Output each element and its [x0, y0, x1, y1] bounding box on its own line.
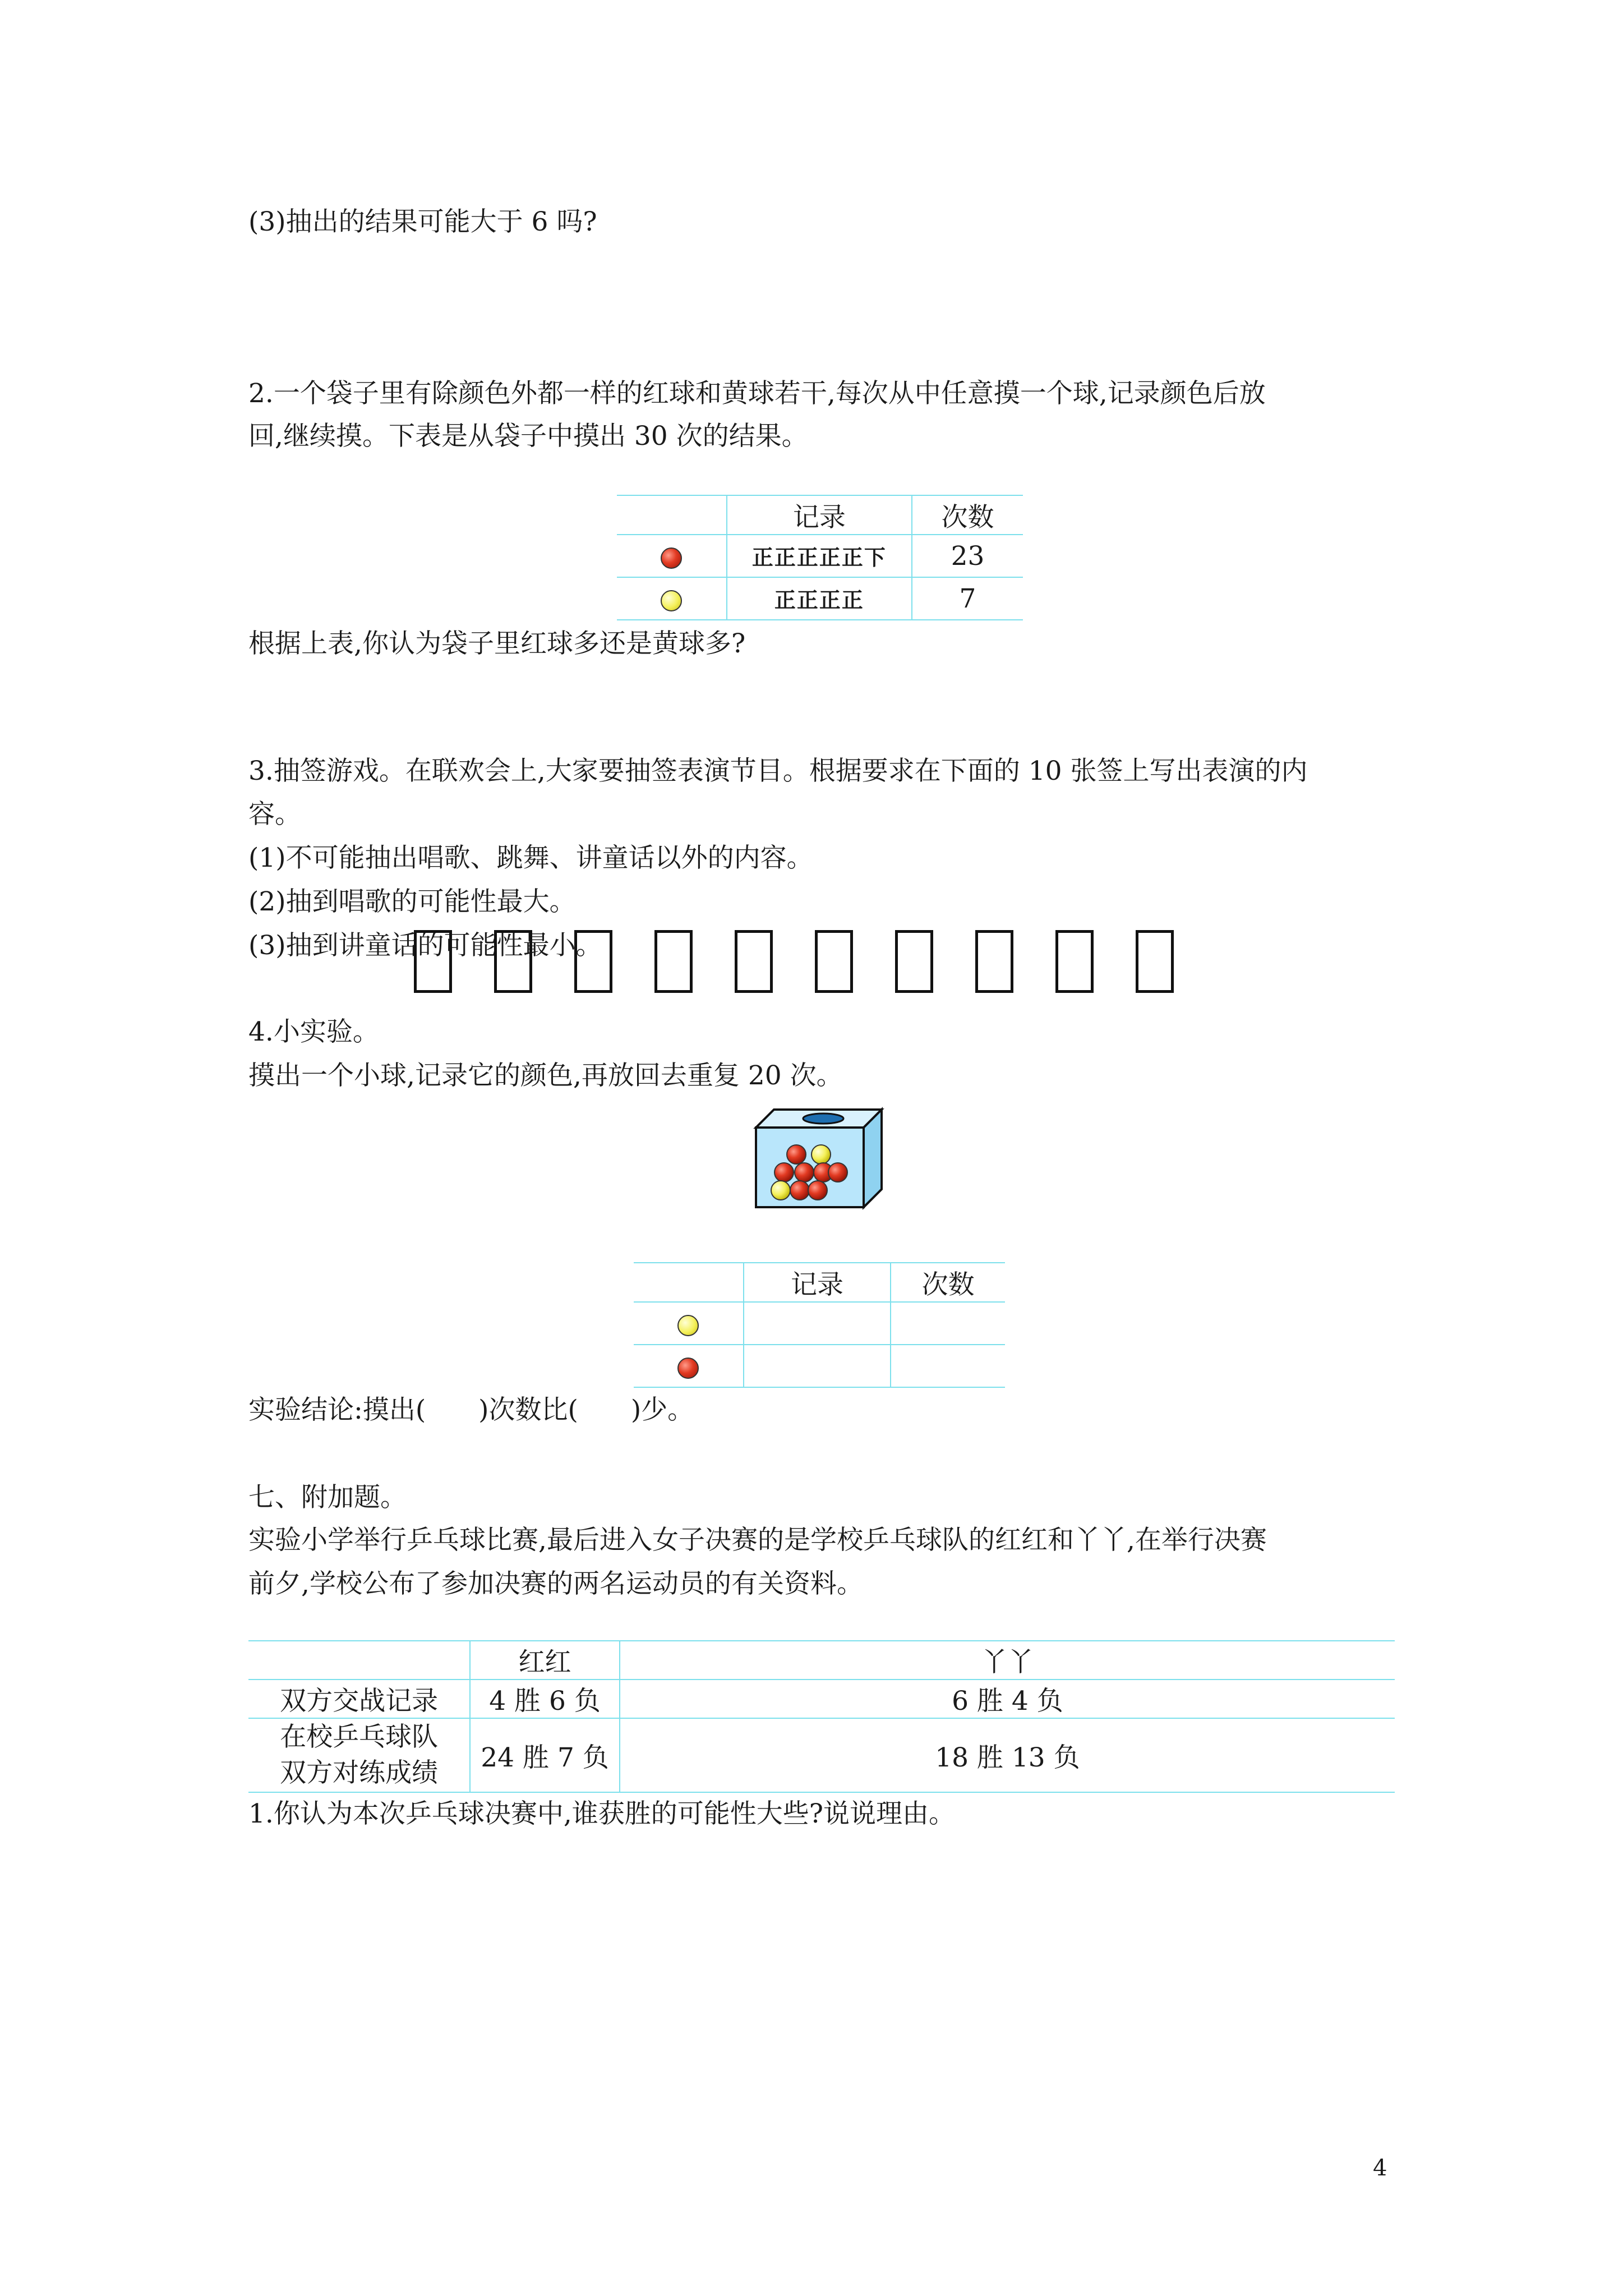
header-blank	[634, 1263, 744, 1302]
tally-cell: 正正正正正下	[727, 535, 912, 577]
yellow-ball-cell	[634, 1302, 744, 1345]
experiment-conclusion: 实验结论:摸出( )次数比( )少。	[248, 1395, 694, 1425]
yellow-ball-cell	[617, 577, 727, 620]
question-3-text-line2: 容。	[248, 799, 301, 830]
section-7-question-1: 1.你认为本次乒乓球决赛中,谁获胜的可能性大些?说说理由。	[248, 1798, 955, 1829]
table-tennis-records-table	[248, 1640, 1395, 1793]
row-label-line2: 双方对练成绩	[280, 1757, 439, 1788]
count-cell: 23	[912, 535, 1023, 577]
tally-cell: 正正正正	[727, 577, 912, 620]
box-slot	[803, 1114, 843, 1124]
count-input-cell[interactable]	[891, 1345, 1005, 1387]
count-input-cell[interactable]	[891, 1302, 1005, 1345]
red-ball-icon	[677, 1358, 699, 1379]
lottery-slip[interactable]	[815, 930, 853, 993]
record-input-cell[interactable]	[744, 1345, 891, 1387]
lottery-slip[interactable]	[735, 930, 773, 993]
header-blank	[248, 1641, 470, 1680]
question-3-text-line1: 3.抽签游戏。在联欢会上,大家要抽签表演节目。根据要求在下面的 10 张签上写出表演的内	[248, 756, 1308, 786]
question-4-description: 摸出一个小球,记录它的颜色,再放回去重复 20 次。	[248, 1060, 843, 1091]
red-ball-cell	[634, 1345, 744, 1387]
lottery-slip[interactable]	[975, 930, 1013, 993]
header-ya-ya: 丫丫	[620, 1641, 1395, 1680]
question-2-prompt: 根据上表,你认为袋子里红球多还是黄球多?	[248, 628, 746, 659]
red-ball-icon	[828, 1163, 847, 1182]
lottery-slip[interactable]	[895, 930, 933, 993]
question-3-requirement-3: (3)抽到讲童话的可能性最小。	[248, 930, 602, 961]
ball-box-illustration	[751, 1105, 886, 1217]
red-ball-icon	[774, 1163, 794, 1182]
count-cell: 7	[912, 577, 1023, 620]
header-count: 次数	[912, 495, 1023, 535]
red-ball-icon	[787, 1145, 806, 1164]
lottery-slip[interactable]	[574, 930, 612, 993]
box-side-face	[864, 1110, 882, 1207]
ya-ya-head-to-head: 6 胜 4 负	[620, 1680, 1395, 1718]
record-input-cell[interactable]	[744, 1302, 891, 1345]
section-7-text-line2: 前夕,学校公布了参加决赛的两名运动员的有关资料。	[248, 1568, 863, 1599]
ya-ya-practice-record: 18 胜 13 负	[620, 1718, 1395, 1792]
experiment-record-table	[634, 1262, 1005, 1388]
header-blank	[617, 495, 727, 535]
question-1-part-3: (3)抽出的结果可能大于 6 吗?	[248, 206, 597, 237]
yellow-ball-icon	[811, 1145, 831, 1164]
lottery-slip[interactable]	[1055, 930, 1094, 993]
header-record: 记录	[727, 495, 912, 535]
yellow-ball-icon	[661, 590, 682, 611]
row-label-line1: 在校乒乓球队	[280, 1722, 439, 1752]
section-7-text-line1: 实验小学举行乒乓球比赛,最后进入女子决赛的是学校乒乓球队的红红和丫丫,在举行决赛	[248, 1525, 1267, 1556]
hong-hong-head-to-head: 4 胜 6 负	[470, 1680, 620, 1718]
header-count: 次数	[891, 1263, 1005, 1302]
yellow-ball-icon	[677, 1315, 699, 1336]
red-ball-cell	[617, 535, 727, 577]
red-ball-icon	[808, 1181, 827, 1200]
hong-hong-practice-record: 24 胜 7 负	[470, 1718, 620, 1792]
header-hong-hong: 红红	[470, 1641, 620, 1680]
red-ball-icon	[795, 1163, 814, 1182]
red-ball-icon	[661, 547, 682, 569]
lottery-slip[interactable]	[414, 930, 452, 993]
row-label-head-to-head: 双方交战记录	[248, 1680, 470, 1718]
question-4-title: 4.小实验。	[248, 1016, 379, 1047]
lottery-slip[interactable]	[1136, 930, 1174, 993]
yellow-ball-icon	[771, 1181, 790, 1200]
question-3-requirement-2: (2)抽到唱歌的可能性最大。	[248, 886, 576, 917]
header-record: 记录	[744, 1263, 891, 1302]
question-2-text-line2: 回,继续摸。下表是从袋子中摸出 30 次的结果。	[248, 421, 808, 452]
page-number: 4	[1373, 2155, 1387, 2181]
question-2-text-line1: 2.一个袋子里有除颜色外都一样的红球和黄球若干,每次从中任意摸一个球,记录颜色后放	[248, 378, 1266, 409]
lottery-slip[interactable]	[494, 930, 532, 993]
row-label-practice-record	[248, 1718, 470, 1792]
question-3-requirement-1: (1)不可能抽出唱歌、跳舞、讲童话以外的内容。	[248, 843, 813, 873]
section-7-title: 七、附加题。	[248, 1482, 407, 1513]
lottery-slips	[414, 930, 1174, 993]
red-ball-icon	[790, 1181, 809, 1200]
lottery-slip[interactable]	[654, 930, 693, 993]
tally-table-30-draws	[617, 495, 1023, 620]
